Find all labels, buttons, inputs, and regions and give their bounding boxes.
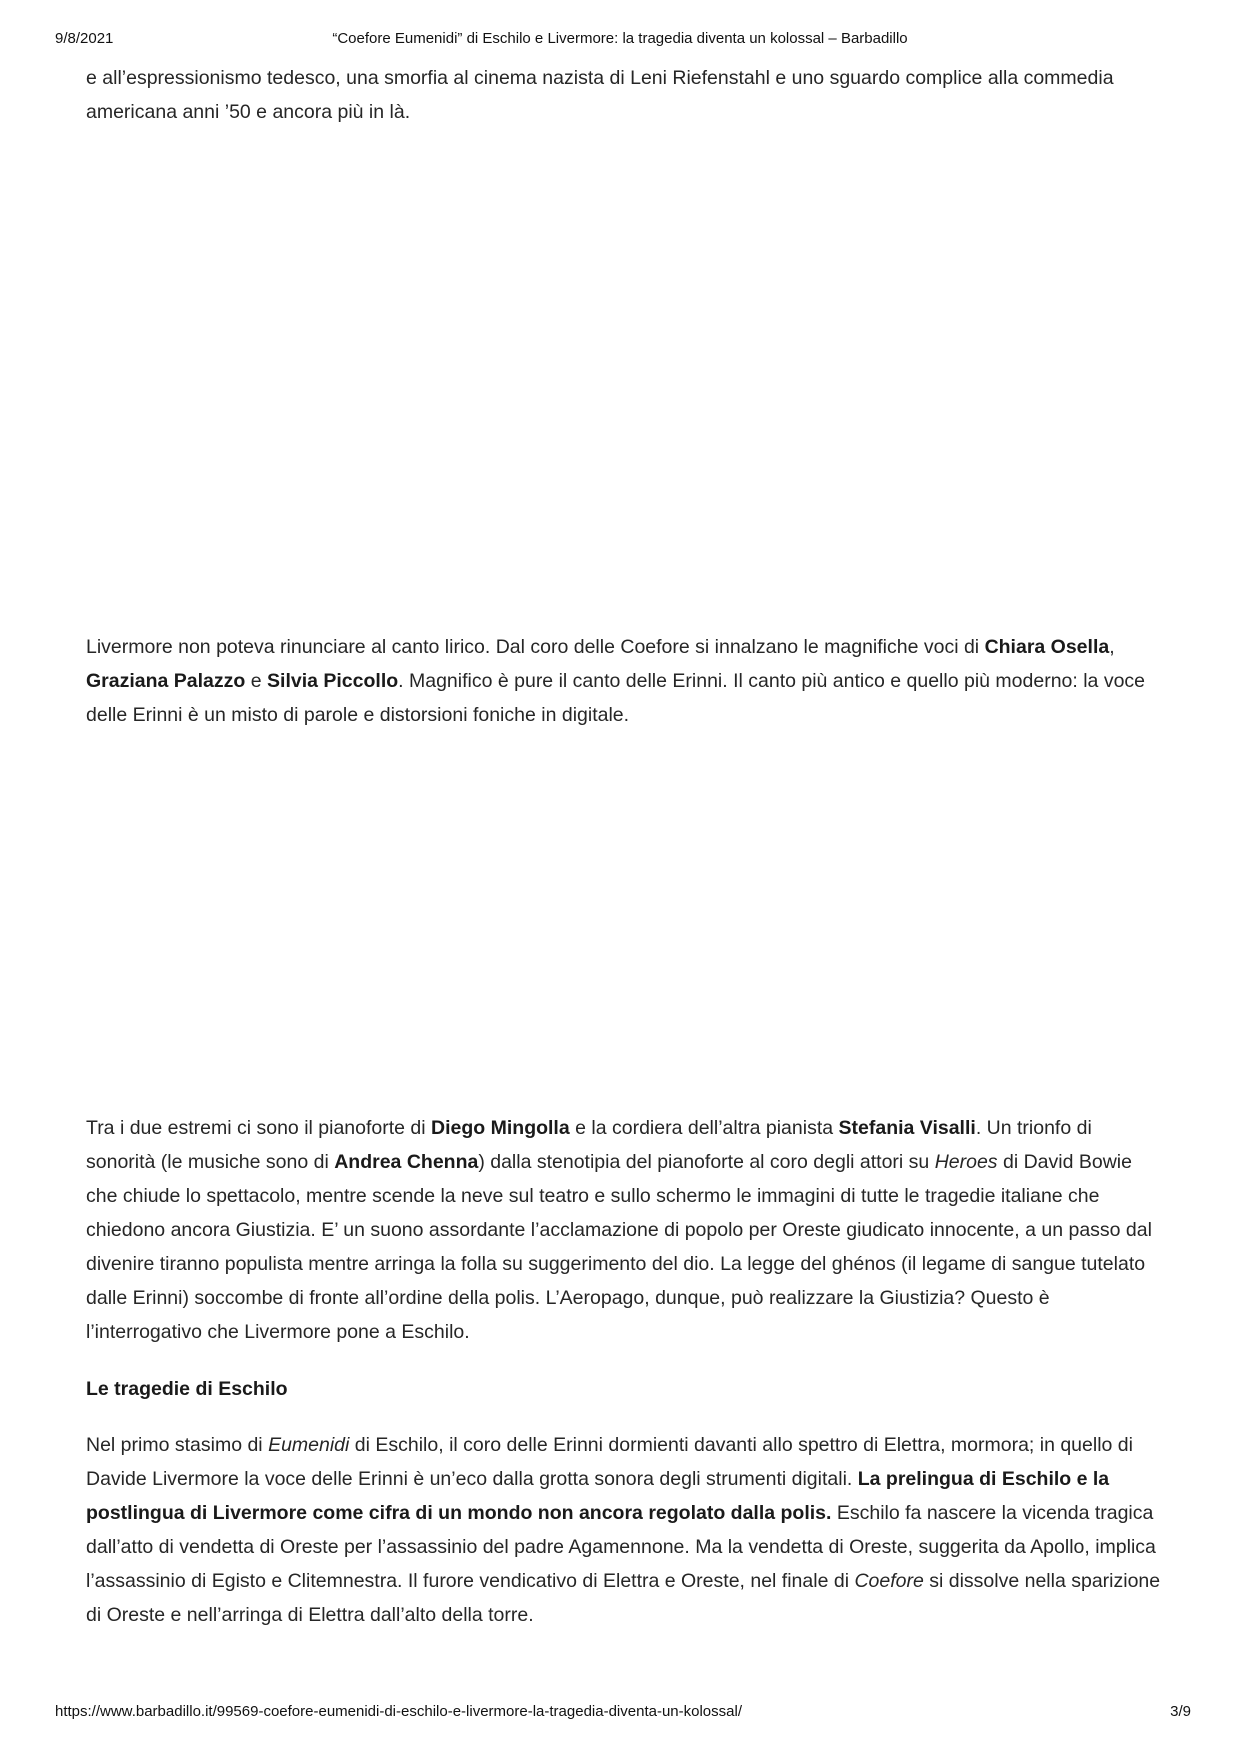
singer-name: Graziana Palazzo xyxy=(86,670,246,692)
paragraph-lyric-singing xyxy=(86,630,1161,732)
text-run: Tra i due estremi ci sono il pianoforte di xyxy=(86,1117,432,1139)
text-run: di Eschilo, il coro delle Erinni dormienti davanti allo spettro di Elettra, mormora; in quello di Davide Livermore la voce delle Erinni è un’eco dalla grotta sonora degli strumenti digitali. xyxy=(86,1434,1133,1490)
text-run: e xyxy=(245,670,268,692)
paragraph-text: e all’espressionismo tedesco, una smorfia al cinema nazista di Leni Riefenstahl e uno sguardo complice alla commedia americana anni ’50 e ancora più in là. xyxy=(86,67,1114,123)
print-page-title: “Coefore Eumenidi” di Eschilo e Livermore: la tragedia diventa un kolossal – Barbadillo xyxy=(332,30,908,47)
work-title: Coefore xyxy=(854,1570,924,1592)
blank-media-area xyxy=(86,740,1161,1100)
text-run: e la cordiera dell’altra pianista xyxy=(569,1117,839,1139)
page-number: 3/9 xyxy=(1170,1703,1191,1720)
text-run: ) dalla stenotipia del pianoforte al coro degli attori su xyxy=(478,1151,935,1173)
composer-name: Andrea Chenna xyxy=(334,1151,479,1173)
text-run: Livermore non poteva rinunciare al canto lirico. Dal coro delle Coefore si innalzano le magnifiche voci di xyxy=(86,636,985,658)
blank-media-area xyxy=(86,140,1161,620)
musician-name: Stefania Visalli xyxy=(838,1117,976,1139)
text-run: si dissolve nella sparizione di Oreste e nell’arringa di Elettra dall’alto della torre. xyxy=(86,1570,1161,1626)
text-run: Eschilo fa nascere la vicenda tragica dall’atto di vendetta di Oreste per l’assassinio del padre Agamennone. Ma la vendetta di Oreste, suggerita da Apollo, implica l’assassinio di Egisto e Clitemnestra. Il furore vendicativo di Elettra e Oreste, nel finale di xyxy=(86,1502,1156,1592)
paragraph-expressionism xyxy=(86,61,1161,129)
song-title: Heroes xyxy=(934,1151,998,1173)
singer-name: Chiara Osella xyxy=(984,636,1110,658)
singer-name: Silvia Piccollo xyxy=(267,670,399,692)
paragraph-aeschylus xyxy=(86,1428,1161,1632)
text-run: Nel primo stasimo di xyxy=(86,1434,269,1456)
print-date: 9/8/2021 xyxy=(55,30,114,47)
print-url: https://www.barbadillo.it/99569-coefore-eumenidi-di-eschilo-e-livermore-la-tragedia-diventa-un-kolossal/ xyxy=(55,1703,742,1720)
section-heading: Le tragedie di Eschilo xyxy=(86,1378,288,1400)
text-run: . Magnifico è pure il canto delle Erinni. Il canto più antico e quello più moderno: la voce delle Erinni è un misto di parole e distorsioni foniche in digitale. xyxy=(86,670,1146,726)
text-run: , xyxy=(1109,636,1115,658)
text-run: di David Bowie che chiude lo spettacolo, mentre scende la neve sul teatro e sullo schermo le immagini di tutte le tragedie italiane che chiedono ancora Giustizia. E’ un suono assordante l’acclamazione di popolo per Oreste giudicato innocente, a un passo dal divenire tiranno populista mentre arringa la folla su suggerimento del dio. La legge del ghénos (il legame di sangue tutelato dalle Erinni) soccombe di fronte all’ordine della polis. L’Aeropago, dunque, può realizzare la Giustizia? Questo è l’interrogativo che Livermore pone a Eschilo. xyxy=(86,1151,1152,1343)
work-title: Eumenidi xyxy=(268,1434,350,1456)
text-run: . Un trionfo di sonorità (le musiche sono di xyxy=(86,1117,1092,1173)
emphasis-text: La prelingua di Eschilo e la postlingua di Livermore come cifra di un mondo non ancora regolato dalla polis. xyxy=(86,1468,1110,1524)
musician-name: Diego Mingolla xyxy=(431,1117,570,1139)
paragraph-music xyxy=(86,1111,1161,1349)
